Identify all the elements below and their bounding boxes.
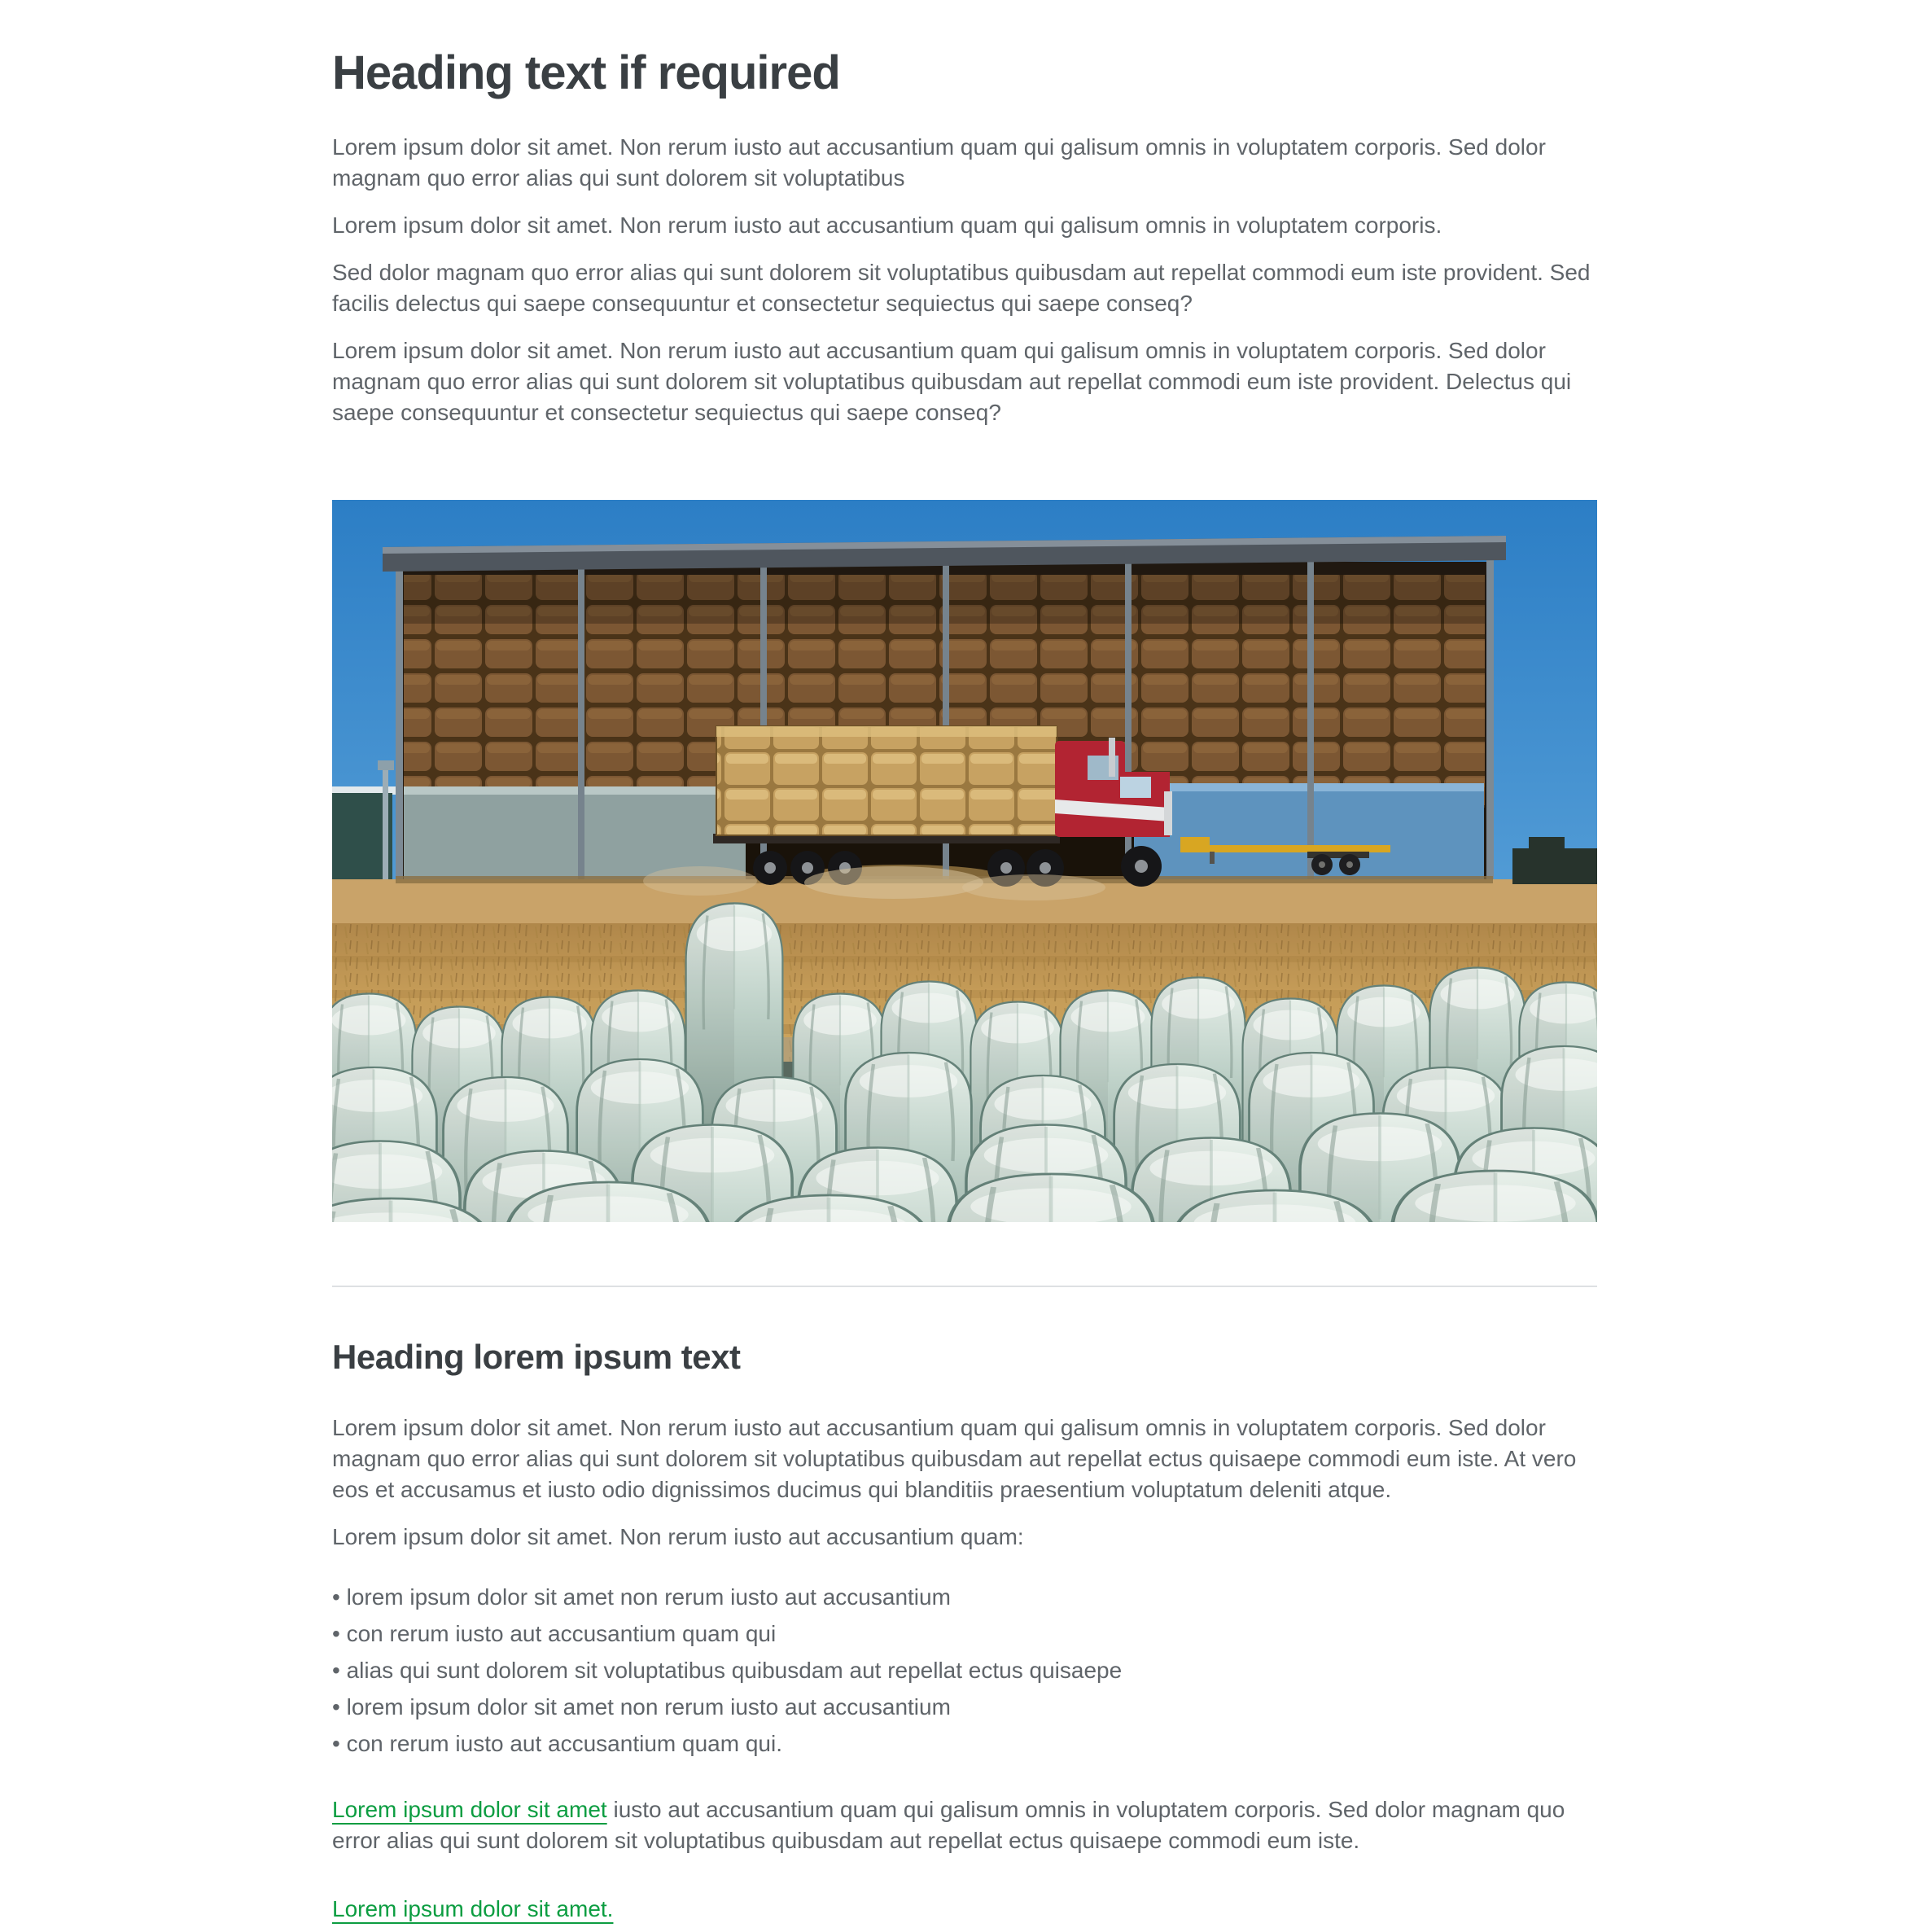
paragraph: Lorem ipsum dolor sit amet. Non rerum iusto aut accusantium quam qui galisum omnis in voluptatem corporis. (332, 212, 1442, 238)
section-divider (332, 1286, 1597, 1287)
hero-image (332, 500, 1597, 1222)
bullet-list (332, 1579, 1597, 1762)
list-item: • lorem ipsum dolor sit amet non rerum iusto aut accusantium (332, 1579, 1597, 1615)
inline-link[interactable]: Lorem ipsum dolor sit amet (332, 1797, 607, 1822)
page-title: Heading text if required (332, 46, 840, 99)
article (332, 0, 1597, 1925)
footer-link[interactable]: Lorem ipsum dolor sit amet. (332, 1896, 614, 1921)
footer-link-paragraph (332, 1894, 1597, 1925)
hay-bales-photo (332, 500, 1597, 1222)
list-item: • con rerum iusto aut accusantium quam qui (332, 1615, 1597, 1652)
paragraph: Lorem ipsum dolor sit amet. Non rerum iusto aut accusantium quam qui galisum omnis in voluptatem corporis. Sed dolor magnam quo error alias qui sunt dolorem sit voluptatibus quibusdam aut repellat commodi eum iste provident. Delectus qui saepe consequuntur et consectetur sequiectus qui saepe conseq? (332, 338, 1572, 425)
paragraph: Lorem ipsum dolor sit amet. Non rerum iusto aut accusantium quam: (332, 1524, 1024, 1549)
link-paragraph (332, 1794, 1597, 1856)
link-paragraph-text: iusto aut accusantium quam qui galisum omnis in voluptatem corporis. Sed dolor magnam quo error alias qui sunt dolorem sit voluptatibus quibusdam aut repellat ectus quisaepe commodi eum iste. (332, 1797, 1565, 1853)
list-item: • con rerum iusto aut accusantium quam qui. (332, 1725, 1597, 1762)
paragraph: Lorem ipsum dolor sit amet. Non rerum iusto aut accusantium quam qui galisum omnis in voluptatem corporis. Sed dolor magnam quo error alias qui sunt dolorem sit voluptatibus (332, 134, 1546, 191)
list-item: • alias qui sunt dolorem sit voluptatibus quibusdam aut repellat ectus quisaepe (332, 1652, 1597, 1689)
paragraph: Lorem ipsum dolor sit amet. Non rerum iusto aut accusantium quam qui galisum omnis in voluptatem corporis. Sed dolor magnam quo error alias qui sunt dolorem sit voluptatibus quibusdam aut repellat ectus quisaepe commodi eum iste. At vero eos et accusamus et iusto odio dignissimos ducimus qui blanditiis praesentium voluptatum deleniti atque. (332, 1415, 1577, 1502)
paragraph: Sed dolor magnam quo error alias qui sunt dolorem sit voluptatibus quibusdam aut repellat commodi eum iste provident. Sed facilis delectus qui saepe consequuntur et consectetur sequiectus qui saepe conseq? (332, 260, 1591, 316)
section-heading: Heading lorem ipsum text (332, 1338, 741, 1376)
list-item: • lorem ipsum dolor sit amet non rerum iusto aut accusantium (332, 1689, 1597, 1725)
